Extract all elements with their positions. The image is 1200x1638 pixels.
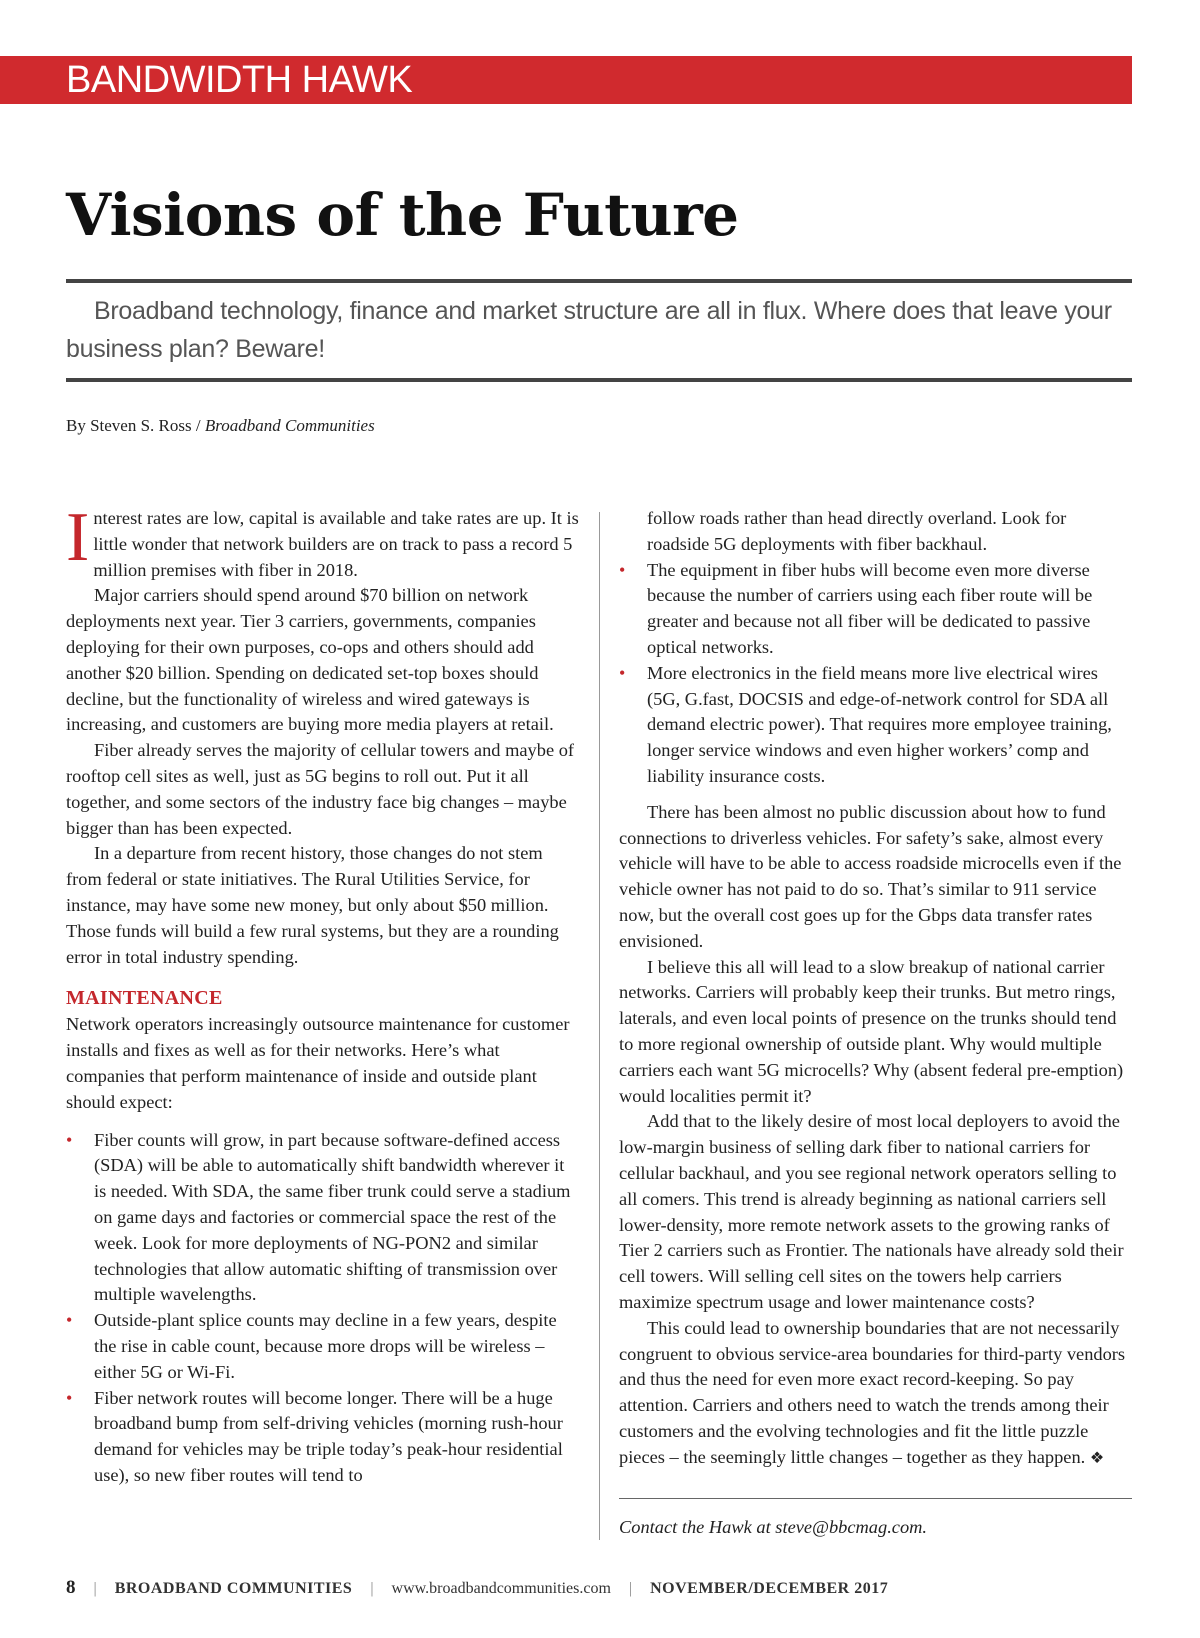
section-banner (0, 56, 1132, 104)
column-divider (599, 512, 600, 1540)
title-rule-bottom (66, 378, 1132, 382)
body-paragraph (619, 1316, 1132, 1472)
page-footer (66, 1577, 888, 1599)
intro-paragraph (66, 499, 580, 583)
bullet-list (619, 558, 1132, 790)
bullet-item: • Outside-plant splice counts may decline in a few years, despite the rise in cable count, because more drops will be wireless – either 5G or Wi-Fi. (66, 1308, 580, 1385)
footer-separator: | (628, 1580, 633, 1597)
section-heading: MAINTENANCE (66, 987, 223, 1010)
section-label: BANDWIDTH HAWK (66, 59, 413, 101)
bullet-list (66, 1128, 580, 1489)
body-paragraph: In a departure from recent history, those changes do not stem from federal or state initiatives. The Rural Utilities Service, for instance, may have some new money, but only about $50 million. Those funds will build a few rural systems, but they are a rounding error in total industry spending. (66, 843, 559, 967)
footer-publication: BROADBAND COMMUNITIES (114, 1580, 353, 1597)
body-paragraph: Fiber already serves the majority of cellular towers and maybe of rooftop cell sites as well, just as 5G begins to roll out. Put it all together, and some sectors of the industry face big changes – maybe bigger than has been expected. (66, 740, 575, 838)
footer-issue-date: NOVEMBER/DECEMBER 2017 (650, 1580, 889, 1597)
footer-website: www.broadbandcommunities.com (391, 1580, 611, 1597)
end-mark-icon: ❖ (1089, 1449, 1105, 1467)
byline-author: By Steven S. Ross / (66, 416, 201, 435)
contact-line: Contact the Hawk at steve@bbcmag.com. (619, 1517, 928, 1537)
body-paragraph: There has been almost no public discussion about how to fund connections to driverless vehicles. For safety’s sake, almost every vehicle will have to be able to access roadside microcells even if the vehicle owner has not paid to do so. That’s similar to 911 service now, but the overall cost goes up for the Gbps data transfer rates envisioned. (619, 801, 1122, 951)
contact-rule (619, 1498, 1132, 1499)
page-number: 8 (66, 1577, 76, 1598)
bullet-item: • The equipment in fiber hubs will become even more diverse because the number of carriers using each fiber route will be greater and because not all fiber will be dedicated to passive optical networks. (619, 558, 1132, 661)
bullet-continuation: follow roads rather than head directly overland. Look for roadside 5G deployments with fiber backhaul. (647, 508, 1067, 554)
article-subtitle: Broadband technology, finance and market structure are all in flux. Where does that leave your business plan? Beware! (66, 297, 1112, 363)
bullet-item: • Fiber counts will grow, in part because software-defined access (SDA) will be able to automatically shift bandwidth wherever it is needed. With SDA, the same fiber trunk could serve a stadium on game days and factories or commercial space the rest of the week. Look for more deployments of NG-PON2 and similar technologies that allow automatic shifting of transmission over multiple wavelengths. (66, 1128, 580, 1309)
bullet-item: • More electronics in the field means more live electrical wires (5G, G.fast, DOCSIS and edge-of-network control for SDA all demand electric power). That requires more employee training, longer service windows and even higher workers’ comp and liability insurance costs. (619, 661, 1132, 790)
body-paragraph: Network operators increasingly outsource maintenance for customer installs and fixes as well as for their networks. Here’s what companies that perform maintenance of inside and outside plant should expect: (66, 1014, 570, 1112)
footer-separator: | (93, 1580, 97, 1597)
title-rule-top (66, 279, 1132, 283)
intro-text: nterest rates are low, capital is available and take rates are up. It is little wonder that network builders are on track to pass a record 5 million premises with fiber in 2018. (93, 508, 579, 580)
bullet-item: • Fiber network routes will become longer. There will be a huge broadband bump from self-driving vehicles (morning rush-hour demand for vehicles may be triple today’s peak-hour residential use), so new fiber routes will tend to (66, 1386, 580, 1489)
body-paragraph: Major carriers should spend around $70 billion on network deployments next year. Tier 3 carriers, governments, companies deploying for their own purposes, co-ops and others should add another $20 billion. Spending on dedicated set-top boxes should decline, but the functionality of wireless and wired gateways is increasing, and customers are buying more media players at retail. (66, 585, 554, 735)
right-column (619, 506, 1132, 1471)
footer-separator: | (370, 1580, 374, 1597)
article-title: Visions of the Future (66, 181, 739, 249)
closing-text: This could lead to ownership boundaries that are not necessarily congruent to obvious service-area boundaries for third-party vendors and thus the need for even more exact record-keeping. So pay attention. Carriers and others need to watch the trends among their customers and the evolving technologies and fit the little puzzle pieces – the seemingly little changes – together as they happen. (619, 1317, 1126, 1467)
left-column (66, 499, 580, 1489)
body-paragraph: Add that to the likely desire of most local deployers to avoid the low-margin business of selling dark fiber to national carriers for cellular backhaul, and you see regional network operators selling to all comers. This trend is already beginning as national carriers sell lower-density, more remote network assets to the growing ranks of Tier 2 carriers such as Frontier. The nationals have already sold their cell towers. Will selling cell sites on the towers help carriers maximize spectrum usage and lower maintenance costs? (619, 1111, 1124, 1312)
byline-publication: Broadband Communities (204, 416, 375, 435)
byline (66, 416, 375, 436)
body-paragraph: I believe this all will lead to a slow breakup of national carrier networks. Carriers will probably keep their trunks. But metro rings, laterals, and even local points of presence on the trunks should tend to more regional ownership of outside plant. Why would multiple carriers each want 5G microcells? Why (absent federal pre-emption) would localities permit it? (619, 956, 1124, 1106)
drop-cap: I (66, 499, 90, 576)
